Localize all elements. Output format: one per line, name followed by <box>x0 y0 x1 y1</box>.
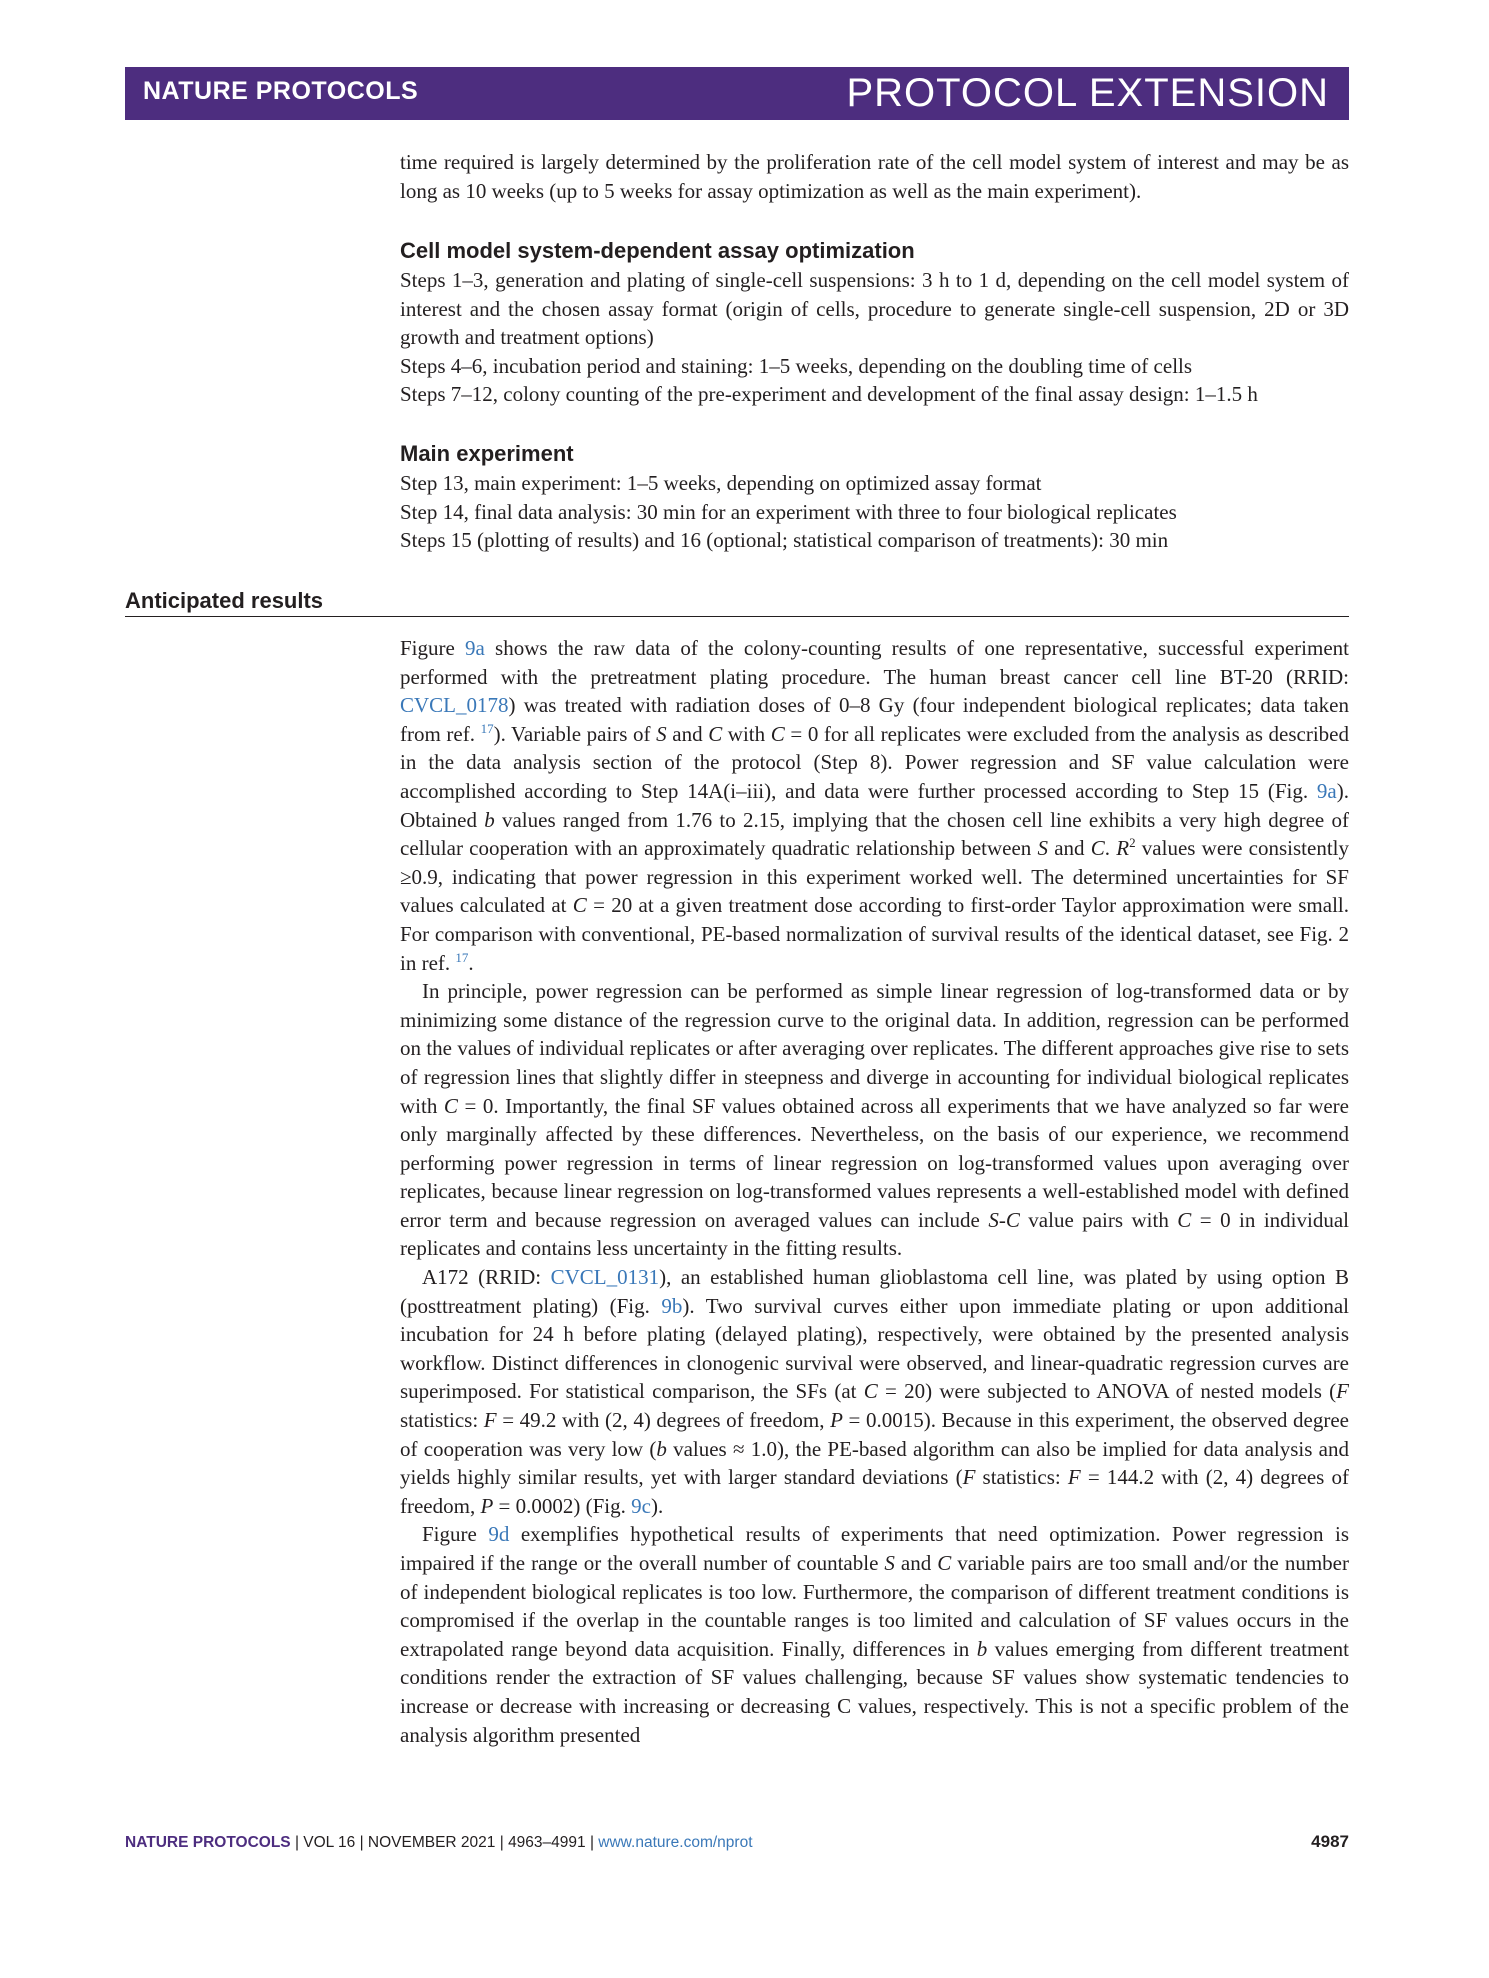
figure-link-9a[interactable]: 9a <box>1316 778 1337 803</box>
footer-citation: NATURE PROTOCOLS | VOL 16 | NOVEMBER 2021 | 4963–4991 | www.nature.com/nprot <box>125 1834 753 1851</box>
journal-name: NATURE PROTOCOLS <box>143 77 419 105</box>
main-experiment-heading: Main experiment <box>400 441 574 466</box>
page-number: 4987 <box>1311 1832 1349 1851</box>
figure-link-9c[interactable]: 9c <box>631 1493 651 1518</box>
header-bar <box>125 67 1349 120</box>
main-experiment-step: Steps 15 (plotting of results) and 16 (optional; statistical comparison of treatments): 30 min <box>400 528 1169 553</box>
intro-block <box>400 148 1349 205</box>
optimization-step: Steps 7–12, colony counting of the pre-experiment and development of the final assay design: 1–1.5 h <box>400 382 1258 407</box>
figure-link-9d[interactable]: 9d <box>488 1522 510 1547</box>
footer-url-link[interactable]: www.nature.com/nprot <box>598 1834 753 1851</box>
footer-pages: 4963–4991 <box>508 1834 586 1851</box>
paragraph-4: Figure 9d exemplifies hypothetical results of experiments that need optimization. Power regression is impaired if the range or the overall number of countable S and C variable pairs are too small and/or the number of independent biological replicates is too low. Furthermore, the comparison of different treatment conditions is compromised if the overlap in the countable ranges is too limited and calculation of SF values occurs in the extrapolated range beyond data acquisition. Finally, differences in b values emerging from different treatment conditions render the extraction of SF values challenging, because SF values show systematic tendencies to increase or decrease with increasing or decreasing C values, respectively. This is not a specific problem of the analysis algorithm presented <box>400 1522 1350 1747</box>
figure-link-9b[interactable]: 9b <box>661 1293 683 1318</box>
rrid-link[interactable]: CVCL_0131 <box>550 1265 660 1290</box>
figure-link-9a[interactable]: 9a <box>465 636 485 660</box>
optimization-section <box>400 237 1349 409</box>
anticipated-results-body <box>400 634 1349 1749</box>
section-heading-anticipated-results: Anticipated results <box>125 588 324 613</box>
section-divider <box>125 616 1349 617</box>
footer-date: NOVEMBER 2021 <box>367 1834 496 1851</box>
footer-journal: NATURE PROTOCOLS <box>125 1834 291 1851</box>
optimization-step: Steps 1–3, generation and plating of single-cell suspensions: 3 h to 1 d, depending on the cell model system of interest and the chosen assay format (origin of cells, procedure to generate single-cell suspension, 2D or 3D growth and treatment options) <box>400 268 1349 350</box>
paragraph-2: In principle, power regression can be performed as simple linear regression of log-transformed data or by minimizing some distance of the regression curve to the original data. In addition, regression can be performed on the values of individual replicates or after averaging over replicates. The different approaches give rise to sets of regression lines that slightly differ in steepness and diverge in accounting for individual biological replicates with C = 0. Importantly, the final SF values obtained across all experiments that we have analyzed so far were only marginally affected by these differences. Nevertheless, on the basis of our experience, we recommend performing power regression in terms of linear regression on log-transformed values upon averaging over replicates, because linear regression on log-transformed values represents a well-established model with defined error term and because regression on averaged values can include S-C value pairs with C = 0 in individual replicates and contains less uncertainty in the fitting results. <box>400 979 1349 1261</box>
rrid-link[interactable]: CVCL_0178 <box>400 693 509 718</box>
footer-volume: VOL 16 <box>303 1834 356 1851</box>
main-experiment-section <box>400 440 1349 555</box>
main-experiment-step: Step 13, main experiment: 1–5 weeks, depending on optimized assay format <box>400 471 1042 495</box>
intro-paragraph: time required is largely determined by the proliferation rate of the cell model system of interest and may be as long as 10 weeks (up to 5 weeks for assay optimization as well as the main experiment). <box>400 150 1349 203</box>
optimization-step: Steps 4–6, incubation period and staining: 1–5 weeks, depending on the doubling time of cells <box>400 353 1193 378</box>
reference-link[interactable]: 17 <box>480 720 494 736</box>
paragraph-1: Figure 9a shows the raw data of the colony-counting results of one representative, successful experiment performed with the pretreatment plating procedure. The human breast cancer cell line BT-20 (RRID: CVCL_0178) was treated with radiation doses of 0–8 Gy (four independent biological replicates; data taken from ref. $^{17}$). Variable pairs of S and C with C = 0 for all replicates were excluded from the analysis as described in the data analysis section of the protocol (Step 8). Power regression and SF value calculation were accomplished according to Step 14A(i–iii), and data were further processed according to Step 15 (Fig. 9a). Obtained b values ranged from 1.76 to 2.15, implying that the chosen cell line exhibits a very high degree of cellular cooperation with an approximately quadratic relationship between S and C. $R^2$ values were consistently ≥0.9, indicating that power regression in this experiment worked well. The determined uncertainties for SF values calculated at C = 20 at a given treatment dose according to first-order Taylor approximation were small. For comparison with conventional, PE-based normalization of survival results of the identical dataset, see Fig. 2 in ref. $^{17}$. <box>400 636 1350 975</box>
article-type: PROTOCOL EXTENSION <box>846 71 1329 115</box>
main-experiment-step: Step 14, final data analysis: 30 min for an experiment with three to four biological replicates <box>400 499 1177 524</box>
reference-link[interactable]: 17 <box>455 949 469 965</box>
optimization-heading: Cell model system-dependent assay optimization <box>400 238 915 263</box>
paragraph-3: A172 (RRID: CVCL_0131), an established human glioblastoma cell line, was plated by using option B (posttreatment plating) (Fig. 9b). Two survival curves either upon immediate plating or upon additional incubation for 24 h before plating (delayed plating), respectively, were obtained by the presented analysis workflow. Distinct differences in clonogenic survival were observed, and linear-quadratic regression curves are superimposed. For statistical comparison, the SFs (at C = 20) were subjected to ANOVA of nested models (F statistics: F = 49.2 with (2, 4) degrees of freedom, P = 0.0015). Because in this experiment, the observed degree of cooperation was very low (b values ≈ 1.0), the PE-based algorithm can also be implied for data analysis and yields highly similar results, yet with larger standard deviations (F statistics: F = 144.2 with (2, 4) degrees of freedom, P = 0.0002) (Fig. 9c). <box>400 1265 1350 1518</box>
